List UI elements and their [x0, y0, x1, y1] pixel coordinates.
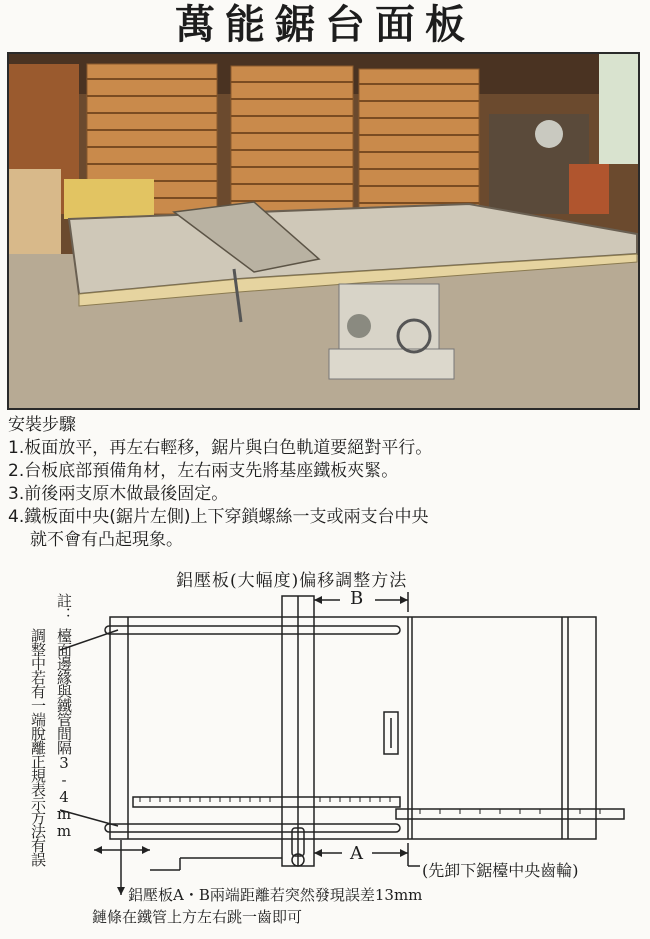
step-item: 4.鐵板面中央(鋸片左側)上下穿鎖螺絲一支或兩支台中央 [8, 507, 429, 527]
step-item: 3.前後兩支原木做最後固定。 [8, 484, 229, 504]
dimension-label-a: A [350, 843, 363, 864]
note-text-gap: 檯面邊緣與鐵管間隔3-4mm [55, 628, 73, 839]
gear-remark: (先卸下鋸檯中央齒輪) [422, 861, 579, 880]
saw-table-photo [7, 52, 640, 410]
dimension-label-b: B [350, 588, 364, 609]
page-title: 萬能鋸台面板 [175, 1, 475, 48]
caption-line-1: 鋁壓板A・B兩端距離若突然發現誤差13mm [128, 886, 423, 904]
diagram-title: 鋁壓板(大幅度)偏移調整方法 [176, 571, 408, 591]
step-item-continuation: 就不會有凸起現象。 [30, 530, 183, 550]
note-text-error: 調整中若有一端脫離正規表示方法有誤 [29, 628, 47, 866]
step-item: 1.板面放平，再左右輕移，鋸片與白色軌道要絕對平行。 [8, 438, 433, 458]
installation-steps [8, 414, 638, 552]
note-label: 註： [55, 593, 73, 621]
steps-heading: 安裝步驟 [8, 415, 76, 435]
step-item: 2.台板底部預備角材，左右兩支先將基座鐵板夾緊。 [8, 461, 399, 481]
caption-line-2: 鏈條在鐵管上方左右跳一齒即可 [92, 908, 303, 926]
